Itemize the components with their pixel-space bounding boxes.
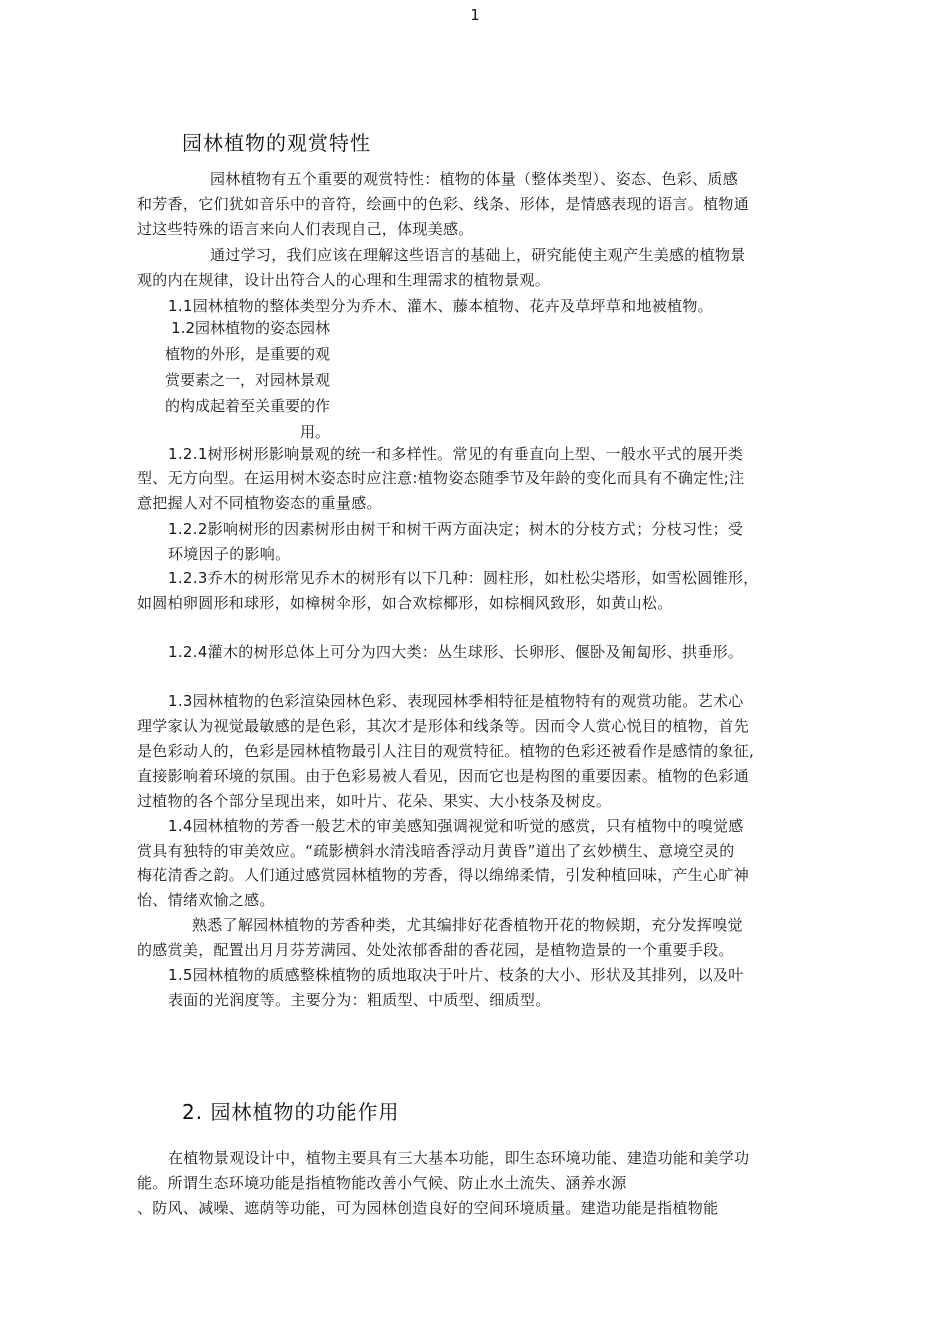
page-number: 1 — [470, 6, 480, 24]
section-2-line: 、防风、减噪、遮荫等功能，可为园林创造良好的空间环境质量。建造功能是指植物能 — [137, 1199, 719, 1217]
intro-line: 过这些特殊的语言来向人们表现自己，体现美感。 — [137, 220, 474, 238]
para-1-4-line: 梅花清香之韵。人们通过感赏园林植物的芳香，得以绵绵柔情，引发种植回味，产生心旷神 — [137, 866, 750, 884]
para-1-2-1-line: 1.2.1树形树形影响景观的统一和多样性。常见的有垂直向上型、一般水平式的展开类 — [168, 445, 744, 463]
para-1-2-line: 的构成起着至关重要的作 — [164, 397, 330, 415]
para-1-4-line: 赏具有独特的审美效应。“疏影横斜水清浅暗香浮动月黄昏”道出了玄妙横生、意境空灵的 — [137, 842, 735, 860]
para-1-5-line: 表面的光润度等。主要分为：粗质型、中质型、细质型。 — [168, 991, 551, 1009]
para-1-3-line: 1.3园林植物的色彩渲染园林色彩、表现园林季相特征是植物特有的观赏功能。艺术心 — [168, 692, 744, 710]
para-1-2-2-line: 1.2.2影响树形的因素树形由树干和树干两方面决定；树木的分枝方式；分枝习性；受 — [168, 520, 744, 538]
para-1-4-line: 1.4园林植物的芳香一般艺术的审美感知强调视觉和听觉的感赏，只有植物中的嗅觉感 — [168, 817, 744, 835]
para-1-3-line: 过植物的各个部分呈现出来，如叶片、花朵、果实、大小枝条及树皮。 — [137, 792, 612, 810]
para-1-2 — [138, 315, 330, 445]
study-line: 通过学习，我们应该在理解这些语言的基础上，研究能使主观产生美感的植物景 — [210, 246, 746, 264]
section-2-line: 在植物景观设计中，植物主要具有三大基本功能，即生态环境功能、建造功能和美学功 — [168, 1149, 750, 1167]
fragrance-line: 的感赏美，配置出月月芬芳满园、处处浓郁香甜的香花园，是植物造景的一个重要手段。 — [137, 941, 734, 959]
para-1-3-line: 是色彩动人的，色彩是园林植物最引人注目的观赏特征。植物的色彩还被看作是感情的象征, — [137, 742, 755, 760]
fragrance-line: 熟悉了解园林植物的芳香种类，尤其编排好花香植物开花的物候期，充分发挥嗅觉 — [192, 916, 743, 934]
para-1-3-line: 直接影响着环境的氛围。由于色彩易被人看见，因而它也是构图的重要因素。植物的色彩通 — [137, 767, 750, 785]
para-1-2-2-line: 环境因子的影响。 — [168, 545, 291, 563]
para-1-4-line: 怡、情绪欢愉之感。 — [137, 891, 275, 909]
section-1-title: 园林植物的观赏特性 — [182, 131, 371, 155]
para-1-1: 1.1园林植物的整体类型分为乔木、灌木、藤本植物、花卉及草坪草和地被植物。 — [168, 297, 713, 315]
para-1-2-4: 1.2.4灌木的树形总体上可分为四大类：丛生球形、长卵形、偃卧及匍匐形、拱垂形。 — [168, 643, 744, 661]
para-1-3-line: 理学家认为视觉最敏感的是色彩，其次才是形体和线条等。因而令人赏心悦目的植物，首先 — [137, 717, 750, 735]
study-line: 观的内在规律，设计出符合人的心理和生理需求的植物景观。 — [137, 271, 551, 289]
para-1-2-3-line: 1.2.3乔木的树形常见乔木的树形有以下几种：圆柱形，如杜松尖塔形，如雪松圆锥形， — [168, 569, 759, 587]
para-1-2-line: 用。 — [299, 423, 330, 441]
para-1-2-line: 植物的外形，是重要的观 — [164, 345, 330, 363]
section-2-line: 能。所谓生态环境功能是指植物能改善小气候、防止水土流失、涵养水源 — [137, 1174, 627, 1192]
para-1-5-line: 1.5园林植物的质感整株植物的质地取决于叶片、枝条的大小、形状及其排列，以及叶 — [168, 966, 744, 984]
para-1-2-1-line: 型、无方向型。在运用树木姿态时应注意:植物姿态随季节及年龄的变化而具有不确定性;注 — [137, 469, 745, 487]
para-1-2-1-line: 意把握人对不同植物姿态的重量感。 — [137, 494, 382, 512]
intro-line: 园林植物有五个重要的观赏特性：植物的体量（整体类型）、姿态、色彩、质感 — [210, 170, 739, 188]
para-1-2-line: 1.2园林植物的姿态园林 — [171, 319, 330, 337]
intro-line: 和芳香，它们犹如音乐中的音符，绘画中的色彩、线条、形体，是情感表现的语言。植物通 — [137, 195, 750, 213]
section-2-title: 2. 园林植物的功能作用 — [182, 1100, 400, 1124]
para-1-2-3-line: 如圆柏卵圆形和球形，如樟树伞形，如合欢棕椰形，如棕榈风致形，如黄山松。 — [137, 594, 673, 612]
para-1-2-line: 赏要素之一，对园林景观 — [164, 371, 330, 389]
